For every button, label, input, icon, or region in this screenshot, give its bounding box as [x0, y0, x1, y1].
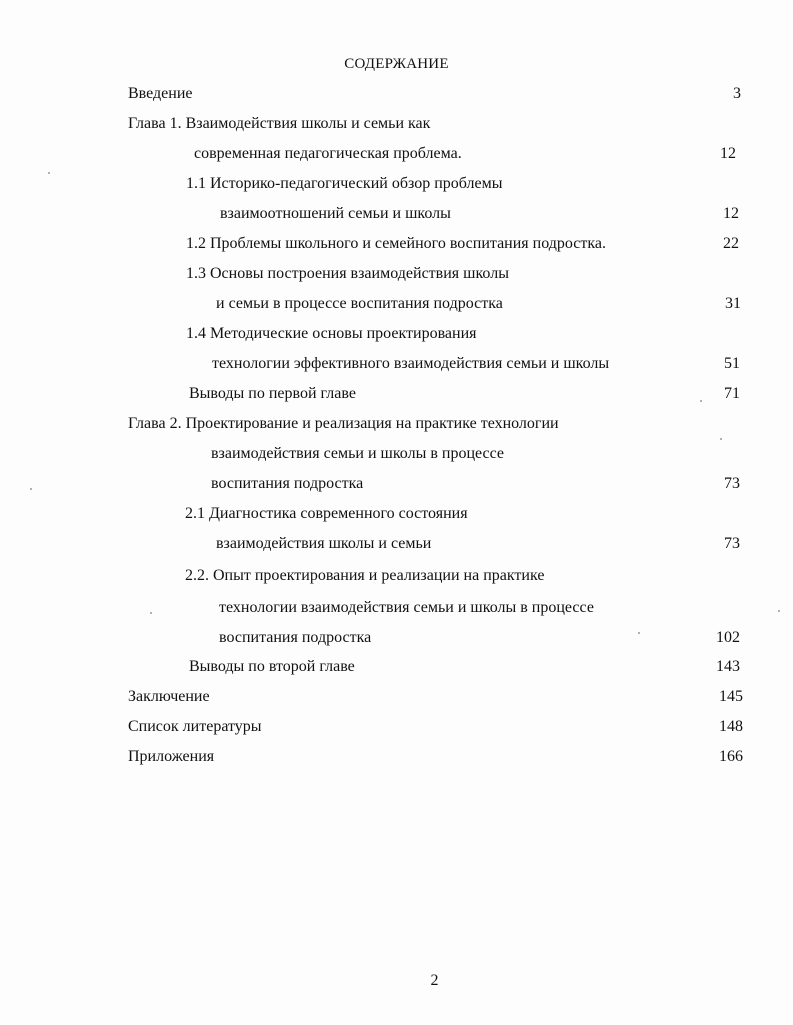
toc-page-2-2: 102	[716, 629, 740, 646]
toc-page-bibliography: 148	[719, 718, 743, 735]
toc-entry-2-2: 2.2. Опыт проектирования и реализации на практике	[185, 567, 545, 584]
scan-speck	[700, 400, 702, 402]
toc-page-appendices: 166	[719, 748, 743, 765]
scan-speck	[30, 488, 32, 490]
toc-entry-conclusions-2: Выводы по второй главе	[189, 658, 355, 675]
toc-page-2-1: 73	[724, 535, 740, 552]
toc-entry-appendices: Приложения	[128, 748, 215, 765]
scan-speck	[638, 632, 640, 634]
toc-entry-1-4-cont: технологии эффективного взаимодействия семьи и школы	[212, 355, 610, 372]
toc-page-chapter-1: 12	[720, 145, 736, 162]
toc-page-conclusions-1: 71	[724, 385, 740, 402]
toc-page-conclusions-2: 143	[716, 658, 740, 675]
toc-entry-2-1-cont: взаимодействия школы и семьи	[216, 535, 432, 552]
toc-entry-1-3-cont: и семьи в процессе воспитания подростка	[216, 295, 503, 312]
toc-page-1-1: 12	[723, 205, 739, 222]
toc-entry-2-2-cont-b: воспитания подростка	[219, 629, 372, 646]
toc-page-1-3: 31	[725, 295, 741, 312]
toc-entry-chapter-2-cont-b: воспитания подростка	[211, 475, 364, 492]
scan-speck	[150, 612, 152, 614]
scan-speck	[48, 172, 50, 174]
toc-entry-1-3: 1.3 Основы построения взаимодействия школы	[186, 265, 509, 282]
toc-entry-1-1-cont: взаимоотношений семьи и школы	[220, 205, 451, 222]
toc-entry-chapter-1-cont: современная педагогическая проблема.	[194, 145, 462, 162]
toc-entry-chapter-2-cont-a: взаимодействия семьи и школы в процессе	[211, 445, 505, 462]
toc-entry-1-4: 1.4 Методические основы проектирования	[186, 325, 477, 342]
toc-entry-chapter-2: Глава 2. Проектирование и реализация на практике технологии	[128, 415, 559, 432]
toc-entry-conclusion: Заключение	[128, 688, 210, 705]
toc-entry-intro: Введение	[128, 85, 193, 102]
toc-title: СОДЕРЖАНИЕ	[344, 56, 449, 72]
toc-entry-2-1: 2.1 Диагностика современного состояния	[185, 505, 468, 522]
toc-page-1-2: 22	[723, 235, 739, 252]
scan-speck	[778, 610, 780, 612]
toc-entry-conclusions-1: Выводы по первой главе	[189, 385, 356, 402]
scan-speck	[720, 438, 722, 440]
toc-page-conclusion: 145	[719, 688, 743, 705]
toc-entry-bibliography: Список литературы	[128, 718, 262, 735]
toc-entry-1-2: 1.2 Проблемы школьного и семейного воспитания подростка.	[186, 235, 607, 252]
toc-page-chapter-2: 73	[724, 475, 740, 492]
toc-entry-chapter-1: Глава 1. Взаимодействия школы и семьи как	[128, 115, 431, 132]
toc-entry-2-2-cont-a: технологии взаимодействия семьи и школы в процессе	[219, 599, 594, 616]
toc-page-1-4: 51	[724, 355, 740, 372]
toc-entry-1-1: 1.1 Историко-педагогический обзор проблемы	[186, 175, 503, 192]
toc-page-intro: 3	[733, 85, 741, 102]
page-number: 2	[430, 972, 439, 989]
